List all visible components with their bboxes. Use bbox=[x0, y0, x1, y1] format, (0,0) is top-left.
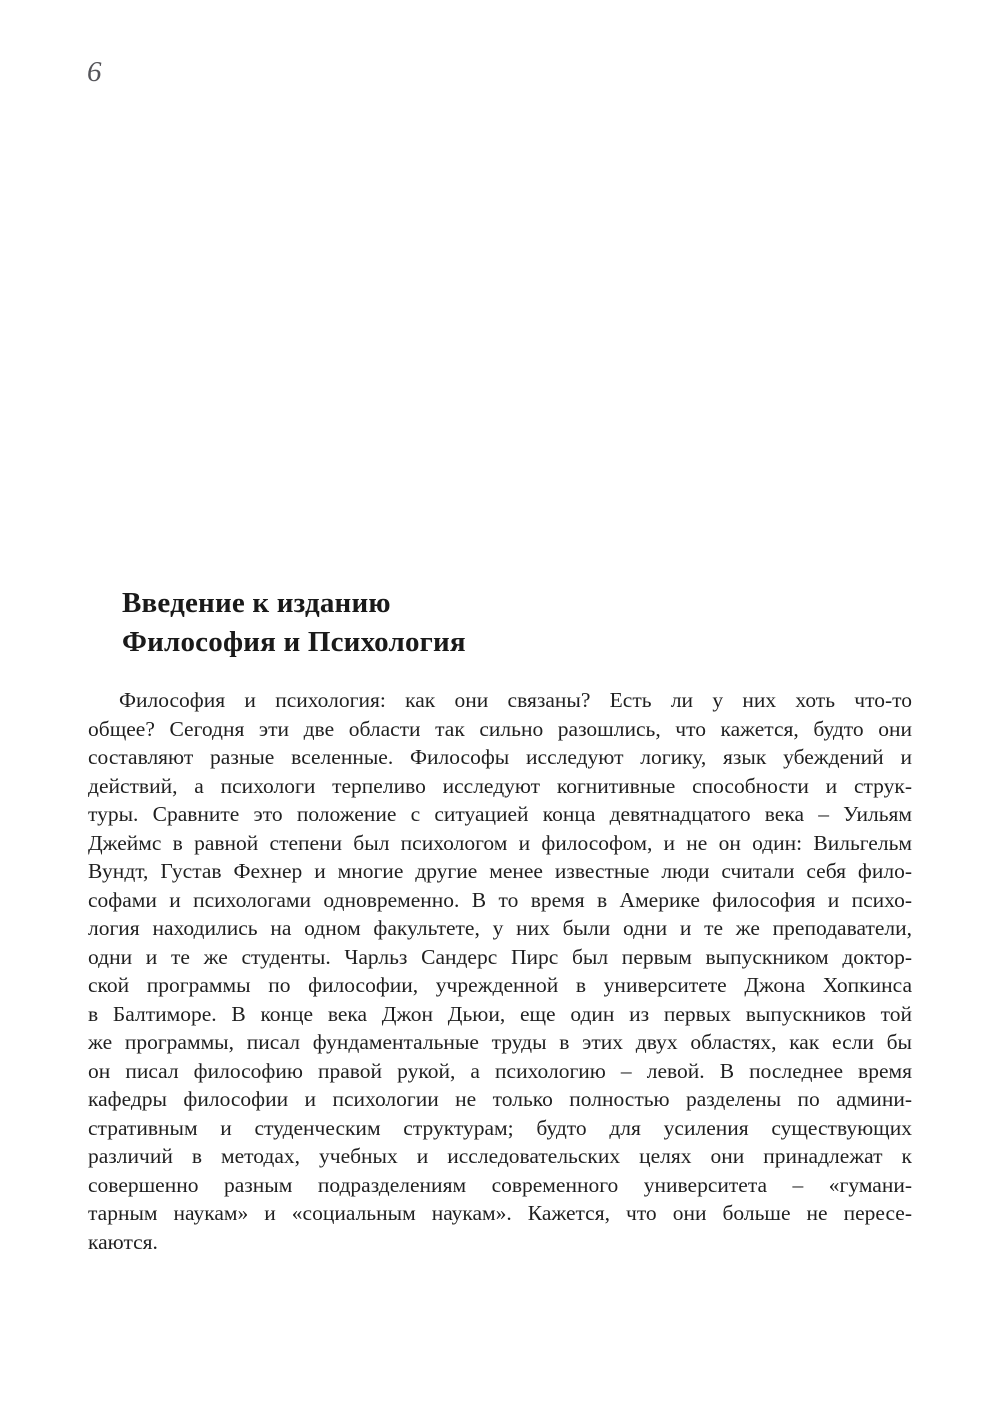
text-line: Вундт, Густав Фехнер и многие другие менее известные люди считали себя фило- bbox=[88, 859, 912, 883]
heading-line-2: Философия и Психология bbox=[122, 626, 466, 658]
text-line: ской программы по философии, учрежденной в университете Джона Хопкинса bbox=[88, 973, 912, 997]
text-line: Джеймс в равной степени был психологом и философом, и не он один: Вильгельм bbox=[88, 830, 912, 855]
text-line: софами и психологами одновременно. В то время в Америке философия и психо- bbox=[88, 887, 912, 912]
text-line: стративным и студенческим структурам; будто для усиления существующих bbox=[88, 1115, 912, 1140]
text-line: кафедры философии и психологии не только полностью разделены по админи- bbox=[88, 1087, 912, 1111]
text-line: Философия и психология: как они связаны? Есть ли у них хоть что-то bbox=[119, 688, 912, 712]
page-number: 6 bbox=[87, 56, 102, 88]
section-heading bbox=[122, 584, 466, 662]
text-line: логия находились на одном факультете, у них были одни и те же преподаватели, bbox=[88, 916, 912, 940]
text-line: он писал философию правой рукой, а психологию – левой. В последнее время bbox=[88, 1058, 912, 1083]
text-line: одни и те же студенты. Чарльз Сандерс Пирс был первым выпускником доктор- bbox=[88, 944, 912, 969]
text-line: действий, а психологи терпеливо исследуют когнитивные способности и струк- bbox=[88, 773, 912, 798]
text-line: тарным наукам» и «социальным наукам». Кажется, что они больше не пересе- bbox=[88, 1201, 912, 1225]
text-line: туры. Сравните это положение с ситуацией конца девятнадцатого века – Уильям bbox=[88, 802, 912, 826]
text-line: в Балтиморе. В конце века Джон Дьюи, еще один из первых выпускников той bbox=[88, 1001, 912, 1026]
text-line: различий в методах, учебных и исследовательских целях они принадлежат к bbox=[88, 1144, 912, 1168]
text-line: составляют разные вселенные. Философы исследуют логику, язык убеждений и bbox=[88, 745, 912, 769]
text-line: же программы, писал фундаментальные труды в этих двух областях, как если бы bbox=[88, 1030, 912, 1054]
text-line: совершенно разным подразделениям современного университета – «гумани- bbox=[88, 1172, 912, 1197]
text-line: общее? Сегодня эти две области так сильно разошлись, что кажется, будто они bbox=[88, 716, 912, 741]
text-line: каются. bbox=[88, 1229, 158, 1254]
paragraph bbox=[88, 686, 912, 1256]
heading-line-1: Введение к изданию bbox=[122, 587, 391, 619]
